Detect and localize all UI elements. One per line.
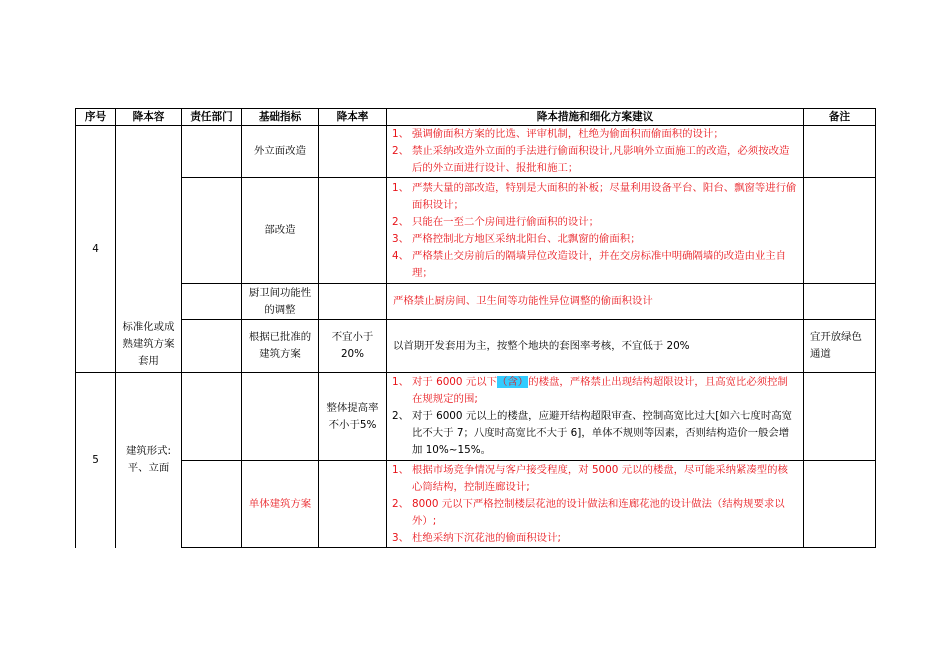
- header-department: 责任部门: [182, 109, 242, 126]
- note-kitchen: [804, 284, 876, 320]
- indicator-partial: 部改造: [264, 224, 296, 236]
- row4-dept-facade: [182, 126, 242, 178]
- indicator-facade: 外立面改造: [254, 145, 306, 157]
- row4-dept-partial: [182, 178, 242, 284]
- measures-partial: [387, 178, 804, 284]
- row4-number: 4: [76, 126, 116, 373]
- row5-dept-single: [182, 461, 242, 548]
- indicator-approved: 根据已批准的建筑方案: [248, 331, 312, 360]
- note-facade: [804, 126, 876, 178]
- header-rate: 降本率: [319, 109, 387, 126]
- table-row: [76, 461, 876, 548]
- row5-number: 5: [76, 373, 116, 548]
- list-item: 3、 严格控制北方地区采纳北阳台、北飘窗的偷面积；: [392, 232, 641, 245]
- table-row: [76, 373, 876, 461]
- rate-partial: [319, 178, 387, 284]
- list-item: 1、 对于 6000 元以下（含）的楼盘，严格禁止出现结构超限设计，且高宽比必须控制在规规定的围;: [392, 376, 788, 405]
- row5-dept-overall: [182, 373, 242, 461]
- rate-facade: [319, 126, 387, 178]
- row4-category: 标准化或成熟建筑方案套用: [122, 321, 175, 367]
- cost-reduction-table: [75, 108, 876, 548]
- table-row: [76, 178, 876, 284]
- header-measures: 降本措施和细化方案建议: [387, 109, 804, 126]
- table-row: [76, 320, 876, 373]
- note-approved: 宜开放绿色通道: [810, 331, 862, 360]
- list-item: 2、 对于 6000 元以上的楼盘，应避开结构超限审查、控制高宽比过大[如六七度时高宽比不大于 7；八度时高宽比不大于 6]，单体不规则等因素，否则结构造价一般会增加 10%~15%。: [392, 410, 792, 456]
- measures-facade: [387, 126, 804, 178]
- list-item: 3、 杜绝采纳下沉花池的偷面积设计;: [392, 531, 561, 544]
- header-content: 降本容: [116, 109, 182, 126]
- list-item: 4、 严格禁止交房前后的隔墙异位改造设计，并在交房标准中明确隔墙的改造由业主自理；: [392, 249, 787, 279]
- note-partial: [804, 178, 876, 284]
- rate-single: [319, 461, 387, 548]
- list-item: 2、 8000 元以下严格控制楼层花池的设计做法和连廊花池的设计做法（结构规要求以外）;: [392, 497, 785, 527]
- list-item: 2、 禁止采纳改造外立面的手法进行偷面积设计,凡影响外立面施工的改造，必须按改造后的外立面进行设计、报批和施工；: [392, 145, 790, 174]
- note-overall: [804, 373, 876, 461]
- rate-kitchen: [319, 284, 387, 320]
- table-row: [76, 126, 876, 178]
- indicator-overall: [242, 373, 319, 461]
- header-indicator: 基础指标: [242, 109, 319, 126]
- list-item: 1、 严禁大量的部改造，特别是大面积的补板；尽量利用设备平台、阳台、飘窗等进行偷面积设计；: [392, 181, 797, 211]
- list-item: 1、 根据市场竞争情况与客户接受程度，对 5000 元以的楼盘，尽可能采纳紧凑型的核心筒结构，控制连廊设计;: [392, 463, 788, 493]
- header-seq: 序号: [76, 109, 116, 126]
- highlight-inclusive: （含）: [497, 376, 529, 388]
- table-row: [76, 284, 876, 320]
- header-note: 备注: [804, 109, 876, 126]
- row4-dept-approved: [182, 320, 242, 373]
- measures-overall: [387, 373, 804, 461]
- row5-category: 建筑形式:平、立面: [125, 445, 172, 475]
- measures-single: [387, 461, 804, 548]
- list-item: 2、 只能在一至二个房间进行偷面积的设计；: [392, 215, 600, 228]
- rate-overall: 整体提高率不小于5%: [326, 401, 379, 431]
- measures-approved: 以首期开发套用为主，按整个地块的套图率考核，不宜低于 20%: [393, 339, 690, 352]
- rate-approved: 不宜小于20%: [331, 331, 374, 360]
- note-single: [804, 461, 876, 548]
- indicator-kitchen: 厨卫间功能性的调整: [248, 286, 312, 316]
- row4-dept-kitchen: [182, 284, 242, 320]
- indicator-single: 单体建筑方案: [248, 497, 312, 510]
- header-row: [76, 109, 876, 126]
- list-item: 1、 强调偷面积方案的比选、评审机制，杜绝为偷面积而偷面积的设计；: [392, 128, 724, 140]
- measures-kitchen: 严格禁止厨房间、卫生间等功能性异位调整的偷面积设计: [393, 295, 653, 307]
